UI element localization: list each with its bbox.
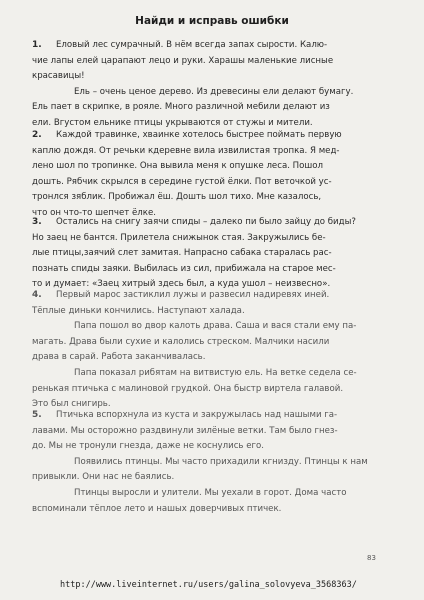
text-line: магать. Драва были сухие и калолись стреском. Малчики насили	[32, 336, 330, 347]
text-line: лавами. Мы осторожно раздвинули зилёные ветки. Там было гнез-	[32, 425, 338, 436]
text-line: лые птицы,заячий слет замитая. Напрасно сабака старалась рас-	[32, 248, 332, 259]
page-title: Найди и исправь ошибки	[135, 15, 289, 27]
text-line: Первый марос застиклил лужы и развесил надиревях иней.	[56, 290, 330, 300]
text-line: Папа пошол во двор калоть драва. Саша и вася стали ему па-	[74, 321, 357, 332]
text-line: Птинцы выросли и улители. Мы уехали в горот. Дома часто	[74, 487, 347, 498]
exercise-2	[32, 128, 392, 222]
text-line: Каждой травинке, хваинке хотелось быстрее поймать первую	[56, 130, 342, 140]
text-line: каплю дождя. От речьки кдеревне вила извилистая тропка. Я мед-	[32, 145, 340, 156]
text-line: Появились птинцы. Мы часто прихадили кгнизду. Птинцы к нам	[74, 456, 368, 467]
text-line: до. Мы не тронули гнезда, даже не коснулись его.	[32, 441, 265, 452]
exercise-number: 4.	[32, 290, 42, 300]
text-line: Ель – очень ценое дерево. Из древесины ели делают бумагу.	[74, 86, 354, 97]
text-line: то и думает: «Заец хитрый здесь был, а куда ушол – неизвесно».	[32, 279, 331, 290]
text-line: Но заец не бантся. Прилетела снижынок стая. Закружылись бе-	[32, 232, 326, 243]
text-line: познать спиды заяки. Выбилась из сил, прибижала на старое мес-	[32, 263, 336, 274]
text-line: что он что-то шепчет ёлке.	[32, 207, 156, 218]
text-line: чие лапы елей царапают лецо и руки. Харашы маленькие лисные	[32, 55, 334, 66]
text-line: Это был снигирь.	[32, 399, 111, 410]
exercise-1	[32, 38, 392, 132]
text-line: драва в сарай. Работа заканчивалась.	[32, 352, 206, 363]
exercise-4	[32, 288, 392, 413]
exercise-number: 5.	[32, 410, 42, 420]
text-line: Птичька вспорхнула из куста и закружылась над нашыми га-	[56, 410, 338, 420]
text-line: Еловый лес сумрачный. В нём всегда запах сырости. Калю-	[56, 40, 328, 50]
exercise-5	[32, 408, 392, 517]
text-line: Ель пает в скрипке, в рояле. Много различной мебили делают из	[32, 102, 330, 113]
text-line: привыкли. Они нас не баялись.	[32, 472, 175, 483]
text-line: Остались на снигу заячи спиды – далеко пи было зайцу до биды?	[56, 217, 356, 227]
source-url-watermark: http://www.liveinternet.ru/users/galina_solovyeva_3568363/	[60, 580, 357, 590]
exercise-number: 2.	[32, 130, 42, 140]
text-line: тронлся зяблик. Пробижал ёш. Дошть шол тихо. Мне казалось,	[32, 192, 322, 203]
text-line: ели. Вгустом ельнике птицы укрываются от стужы и мители.	[32, 117, 313, 128]
page-number: 83	[367, 554, 376, 562]
text-line: Папа показал рибятам на витвистую ель. На ветке седела се-	[74, 367, 357, 378]
exercise-number: 3.	[32, 217, 42, 227]
text-line: дошть. Рябчик скрылся в середине густой ёлки. Пот веточкой ус-	[32, 176, 332, 187]
text-line: красавицы!	[32, 71, 85, 82]
text-line: ренькая птичька с малиновой грудкой. Она быстр виртела галавой.	[32, 383, 344, 394]
exercise-number: 1.	[32, 40, 42, 50]
text-line: лено шол по тропинке. Она вывила меня к опушке леса. Пошол	[32, 161, 324, 172]
text-line: Тёплые диньки кончились. Наступают халада.	[32, 305, 245, 316]
text-line: вспоминали тёплое лето и нашых доверчивых птичек.	[32, 503, 282, 514]
exercise-3	[32, 215, 392, 293]
